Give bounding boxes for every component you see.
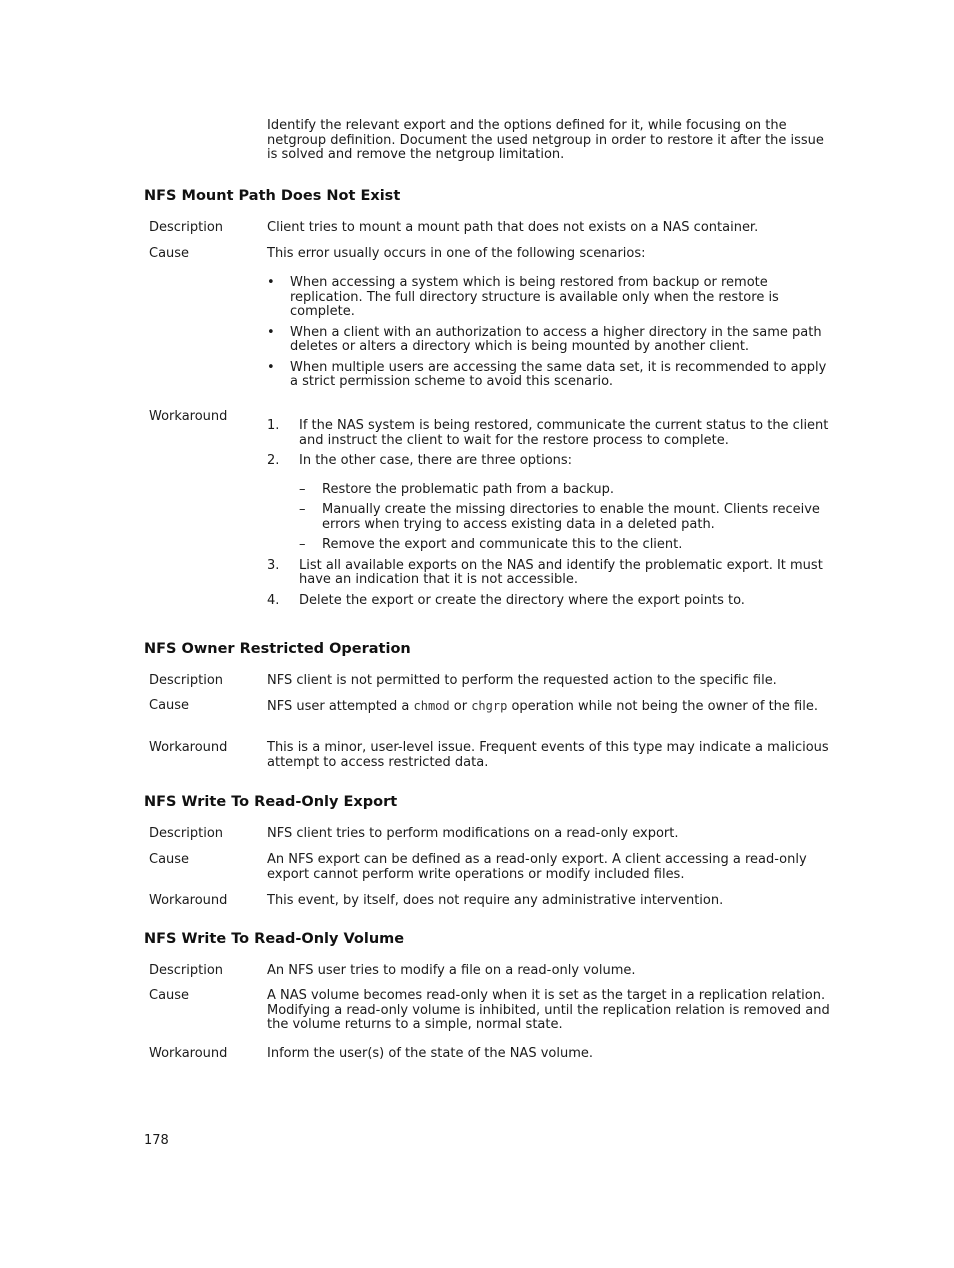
owner-restricted-cause bbox=[267, 699, 837, 715]
label-workaround: Workaround bbox=[149, 409, 228, 424]
label-cause: Cause bbox=[149, 698, 190, 713]
bullet-text: When accessing a system which is being restored from backup or remote replication. The full directory structure is available only when the restore is complete. bbox=[290, 275, 779, 319]
section-title-owner-restricted: NFS Owner Restricted Operation bbox=[144, 641, 411, 657]
option-text: Manually create the missing directories to enable the mount. Clients receive errors when trying to access existing data in a deleted path. bbox=[322, 502, 820, 532]
section-title-write-export: NFS Write To Read-Only Export bbox=[144, 794, 398, 810]
mount-path-cause-list bbox=[267, 276, 837, 396]
section-title-mount-path: NFS Mount Path Does Not Exist bbox=[144, 188, 401, 204]
write-volume-description: An NFS user tries to modify a file on a read-only volume. bbox=[267, 963, 636, 978]
list-item bbox=[267, 326, 837, 355]
mount-path-cause-intro: This error usually occurs in one of the following scenarios: bbox=[267, 246, 646, 261]
step-text: In the other case, there are three options: bbox=[299, 453, 573, 468]
step-text: List all available exports on the NAS and identify the problematic export. It must have an indication that it is not accessible. bbox=[299, 557, 823, 587]
list-item bbox=[267, 419, 837, 448]
step-number: 1. bbox=[267, 418, 280, 433]
intro-text: Identify the relevant export and the options defined for it, while focusing on the netgroup definition. Document the used netgroup in order to restore it after the issue is solved and remove the netgroup limitation. bbox=[267, 118, 824, 162]
bullet-text: When a client with an authorization to access a higher directory in the same path deletes or alters a directory which is being mounted by another client. bbox=[290, 324, 822, 354]
list-item bbox=[299, 483, 837, 498]
label-description: Description bbox=[149, 673, 224, 688]
owner-restricted-workaround: This is a minor, user-level issue. Frequent events of this type may indicate a malicious attempt to access restricted data. bbox=[267, 740, 829, 770]
bullet-mark: • bbox=[267, 324, 275, 340]
write-volume-cause: A NAS volume becomes read-only when it is set as the target in a replication relation. Modifying a read-only volume is inhibited, until the replication relation is removed and the volume returns to a simple, normal state. bbox=[267, 988, 830, 1032]
step-text: Delete the export or create the directory where the export points to. bbox=[299, 592, 745, 608]
bullet-mark: • bbox=[267, 275, 275, 290]
cause-text: operation while not being the owner of the file. bbox=[507, 699, 818, 714]
section-title-write-volume: NFS Write To Read-Only Volume bbox=[144, 931, 405, 947]
step-number: 4. bbox=[267, 592, 280, 608]
label-cause: Cause bbox=[149, 852, 190, 867]
options-list bbox=[299, 483, 837, 553]
list-item bbox=[299, 538, 837, 553]
chgrp-code: chgrp bbox=[471, 699, 508, 713]
mount-path-description: Client tries to mount a mount path that does not exists on a NAS container. bbox=[267, 220, 759, 235]
label-workaround: Workaround bbox=[149, 893, 228, 908]
dash-mark: – bbox=[299, 481, 306, 497]
cause-text: or bbox=[449, 699, 472, 714]
list-item bbox=[267, 594, 837, 609]
option-text: Restore the problematic path from a backup. bbox=[322, 481, 614, 497]
label-description: Description bbox=[149, 963, 224, 978]
mount-path-workaround-steps bbox=[267, 419, 837, 614]
label-workaround: Workaround bbox=[149, 740, 228, 755]
intro-paragraph bbox=[267, 119, 837, 163]
list-item bbox=[267, 276, 837, 320]
label-workaround: Workaround bbox=[149, 1046, 228, 1061]
dash-mark: – bbox=[299, 537, 306, 552]
label-description: Description bbox=[149, 826, 224, 841]
step-text: If the NAS system is being restored, communicate the current status to the client and instruct the client to wait for the restore process to complete. bbox=[299, 418, 829, 448]
step-number: 2. bbox=[267, 453, 280, 468]
label-description: Description bbox=[149, 220, 224, 235]
chmod-code: chmod bbox=[413, 699, 450, 713]
write-export-description: NFS client tries to perform modifications on a read-only export. bbox=[267, 826, 679, 841]
list-item bbox=[267, 361, 837, 390]
cause-text: NFS user attempted a bbox=[267, 699, 414, 714]
owner-restricted-description: NFS client is not permitted to perform the requested action to the specific file. bbox=[267, 673, 777, 688]
step-number: 3. bbox=[267, 557, 280, 573]
label-cause: Cause bbox=[149, 246, 190, 261]
option-text: Remove the export and communicate this to the client. bbox=[322, 537, 683, 552]
page-number: 178 bbox=[144, 1133, 169, 1148]
list-item bbox=[267, 454, 837, 553]
bullet-mark: • bbox=[267, 359, 275, 375]
write-volume-workaround: Inform the user(s) of the state of the NAS volume. bbox=[267, 1046, 594, 1061]
write-export-workaround: This event, by itself, does not require any administrative intervention. bbox=[267, 893, 724, 908]
label-cause: Cause bbox=[149, 988, 190, 1003]
list-item bbox=[267, 559, 837, 588]
dash-mark: – bbox=[299, 502, 306, 517]
list-item bbox=[299, 503, 837, 532]
bullet-text: When multiple users are accessing the same data set, it is recommended to apply a strict permission scheme to avoid this scenario. bbox=[290, 359, 827, 389]
write-export-cause: An NFS export can be defined as a read-only export. A client accessing a read-only export cannot perform write operations or modify included files. bbox=[267, 852, 807, 882]
